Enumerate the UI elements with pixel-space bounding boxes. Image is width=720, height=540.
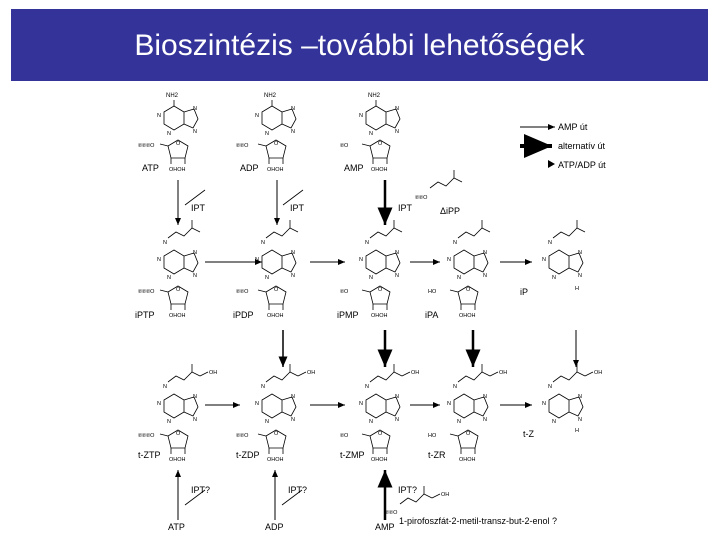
purine [447,394,488,425]
pyrimidine-ring [164,106,184,130]
slide-title: Bioszintézis –további lehetőségek [134,29,585,62]
pyrimidine-ring [549,250,569,274]
pyrimidine-ring [454,250,474,274]
compound-label-t-ztp: t-ZTP [138,450,161,460]
isopentenyl-chain [553,220,585,238]
n-atom: N [578,417,582,423]
ipt-putative-label: IPT? [288,485,308,495]
n-atom: N [291,273,295,279]
side-chain [553,372,585,382]
n6-atom: N [261,240,265,246]
n-atom: N [255,113,259,119]
side-chain [266,228,298,238]
hydroxyl-groups: OHOH [459,313,476,319]
n-atom: N [483,394,487,400]
purine [157,250,198,281]
compound-label-atp: ATP [168,522,185,532]
n-atom: N [193,273,197,279]
legend-atp-label: ATP/ADP út [558,160,606,170]
hydroxyl-groups: OHOH [169,167,186,173]
hydroxyl-groups: OHOH [371,167,388,173]
o-atom: O [466,287,471,293]
hydroxyl-groups: OHOH [267,313,284,319]
n-atom: N [265,275,269,281]
ipt-putative-label: IPT? [191,485,211,495]
compound-label-iptp: iPTP [135,310,155,320]
n-atom: N [483,417,487,423]
purine [542,394,583,425]
n-atom: N [193,106,197,112]
hmbdp-label: 1-pirofoszfát-2-metil-transz-but-2-enol ? [399,516,558,526]
purine [359,250,400,281]
oh-group: OH [499,370,508,376]
n-atom: N [395,129,399,135]
n-atom: N [542,401,546,407]
n-atom: N [291,106,295,112]
n-atom: N [291,394,295,400]
bond [450,290,458,292]
phosphate-group: ℗℗℗O [138,433,155,439]
nh2-group: NH2 [166,93,179,99]
phosphate-group: ℗O [340,433,349,439]
compound-label-amp: AMP [344,163,364,173]
compound-label-atp: ATP [142,163,159,173]
isopentenyl-chain [458,220,490,238]
oh-group: OH [209,370,218,376]
side-chain [400,494,432,504]
compound-label-adp: ADP [265,522,284,532]
o-atom: O [274,287,279,293]
n-atom: N [167,419,171,425]
n-atom: N [369,131,373,137]
side-chain [370,228,402,238]
n-atom: N [447,257,451,263]
hydroxyl-groups: OHOH [371,313,388,319]
side-chain [553,228,585,238]
hydroxy-isopentenyl-chain [266,364,315,382]
bond [490,372,498,376]
pyrimidine-ring [262,250,282,274]
purine [255,394,296,425]
n-atom: N [395,273,399,279]
n-atom: N [369,275,373,281]
phosphate-group: ℗O [340,289,349,295]
o-atom: O [274,431,279,437]
n-atom: N [157,401,161,407]
compound-label-t-z: t-Z [523,429,534,439]
n-atom: N [265,131,269,137]
side-chain [458,228,490,238]
n-atom: N [542,257,546,263]
phosphate-group: HO [428,433,437,439]
bond [362,144,370,146]
n-atom: N [395,250,399,256]
hydroxy-isopentenyl-chain [553,364,602,382]
side-chain [168,228,200,238]
oh-group: OH [441,492,450,498]
side-chain [430,178,462,188]
phosphate-group: ℗O [340,143,349,149]
side-chain [370,372,402,382]
n-atom: N [483,250,487,256]
hydroxyl-groups: OHOH [169,457,186,463]
purine [157,394,198,425]
n-atom: N [552,275,556,281]
oh-group: OH [411,370,420,376]
side-chain [266,372,298,382]
n-atom: N [395,106,399,112]
n-atom: N [255,257,259,263]
n-atom: N [395,394,399,400]
dmapp-label: ΔiPP [440,206,461,216]
hydroxyl-groups: OHOH [267,457,284,463]
o-atom: O [466,431,471,437]
n6-atom: N [453,384,457,390]
adenine-purine [359,106,400,137]
bond [160,434,168,436]
n-atom: N [193,129,197,135]
n6-atom: N [163,384,167,390]
ipt-label: IPT [290,203,305,213]
compound-label-t-zdp: t-ZDP [236,450,260,460]
bond [258,434,266,436]
pyrimidine-ring [366,106,386,130]
n-atom: N [193,250,197,256]
n-atom: N [291,129,295,135]
ipt-label: IPT [398,203,413,213]
n6-atom: N [365,240,369,246]
n6-atom: N [365,384,369,390]
compound-label-ip: iP [520,287,529,297]
o-atom: O [176,141,181,147]
hydroxy-isopentenyl-chain [458,364,507,382]
bond [258,144,266,146]
oh-group: OH [307,370,316,376]
bond [160,290,168,292]
bond [450,434,458,436]
n-atom: N [265,419,269,425]
purine [542,250,583,281]
n-atom: N [578,273,582,279]
hydroxyl-groups: OHOH [169,313,186,319]
phosphate-group: ℗℗℗O [138,143,155,149]
bond [585,372,593,376]
hydroxyl-groups: OHOH [459,457,476,463]
adenine-purine [255,106,296,137]
n6-atom: N [261,384,265,390]
n-atom: N [359,257,363,263]
n-atom: N [395,417,399,423]
n6-atom: N [548,384,552,390]
legend [520,122,606,170]
o-atom: O [378,287,383,293]
legend-atp-arrowhead [548,160,555,168]
n-atom: N [457,419,461,425]
hydroxyl-groups: OHOH [267,167,284,173]
ipt-putative-label: IPT? [398,485,418,495]
pyrimidine-ring [549,394,569,418]
n-atom: N [457,275,461,281]
bond [362,434,370,436]
ipt-label: IPT [191,203,206,213]
bond [362,290,370,292]
phosphate-group: ℗℗O [236,143,249,149]
n-atom: N [167,275,171,281]
compound-label-t-zr: t-ZR [428,450,446,460]
legend-alt-label: alternatív út [558,141,606,151]
bond [160,144,168,146]
purine [447,250,488,281]
isopentenyl-chain [266,220,298,238]
pyrimidine-ring [164,394,184,418]
phosphate-group: ℗℗℗O [138,289,155,295]
phosphate-group: ℗℗O [236,433,249,439]
n-atom: N [483,273,487,279]
compound-label-ipa: iPA [425,310,439,320]
n-atom: N [255,401,259,407]
o-atom: O [176,431,181,437]
phosphate-group: HO [428,289,437,295]
adenine-purine [157,106,198,137]
pyrimidine-ring [366,394,386,418]
pyrimidine-ring [262,106,282,130]
n-atom: N [578,394,582,400]
bond [258,290,266,292]
compound-label-amp: AMP [375,522,395,532]
n-atom: N [167,131,171,137]
n-atom: N [447,401,451,407]
nh2-group: NH2 [264,93,277,99]
o-atom: O [378,141,383,147]
o-atom: O [378,431,383,437]
n6-atom: N [163,240,167,246]
hydroxyl-groups: OHOH [371,457,388,463]
n-atom: N [359,113,363,119]
phosphate-group: ℗℗O [236,289,249,295]
pyrimidine-ring [164,250,184,274]
legend-amp-label: AMP út [558,122,588,132]
compound-label-t-zmp: t-ZMP [340,450,365,460]
side-chain [168,372,200,382]
molecule-structures [138,93,602,516]
purine [255,250,296,281]
hydroxy-isopentenyl-chain [370,364,419,382]
pyrimidine-ring [454,394,474,418]
oh-group: OH [594,370,603,376]
dmapp-phosphate: ℗℗O [415,195,428,201]
n-atom: N [359,401,363,407]
pathway-arrows [178,180,576,520]
bond [402,372,410,376]
compound-label-adp: ADP [240,163,259,173]
compound-labels [135,163,557,532]
dmapp-structure [430,170,462,188]
bond [432,494,440,498]
n-atom: N [193,394,197,400]
h-atom: H [575,428,579,434]
pyrimidine-ring [262,394,282,418]
n6-atom: N [453,240,457,246]
n-atom: N [193,417,197,423]
hydroxy-isopentenyl-chain [168,364,217,382]
o-atom: O [274,141,279,147]
n-atom: N [291,250,295,256]
n-atom: N [157,257,161,263]
n-atom: N [578,250,582,256]
isopentenyl-chain [168,220,200,238]
n-atom: N [157,113,161,119]
n-atom: N [369,419,373,425]
bond [200,372,208,376]
purine [359,394,400,425]
o-atom: O [176,287,181,293]
bond [298,372,306,376]
n-atom: N [291,417,295,423]
pyrimidine-ring [366,250,386,274]
hmbdp-phosphate: ℗℗O [385,510,398,516]
n6-atom: N [548,240,552,246]
compound-label-ipdp: iPDP [233,310,254,320]
nh2-group: NH2 [368,93,381,99]
side-chain [458,372,490,382]
n-atom: N [552,419,556,425]
h-atom: H [575,286,579,292]
compound-label-ipmp: iPMP [337,310,359,320]
